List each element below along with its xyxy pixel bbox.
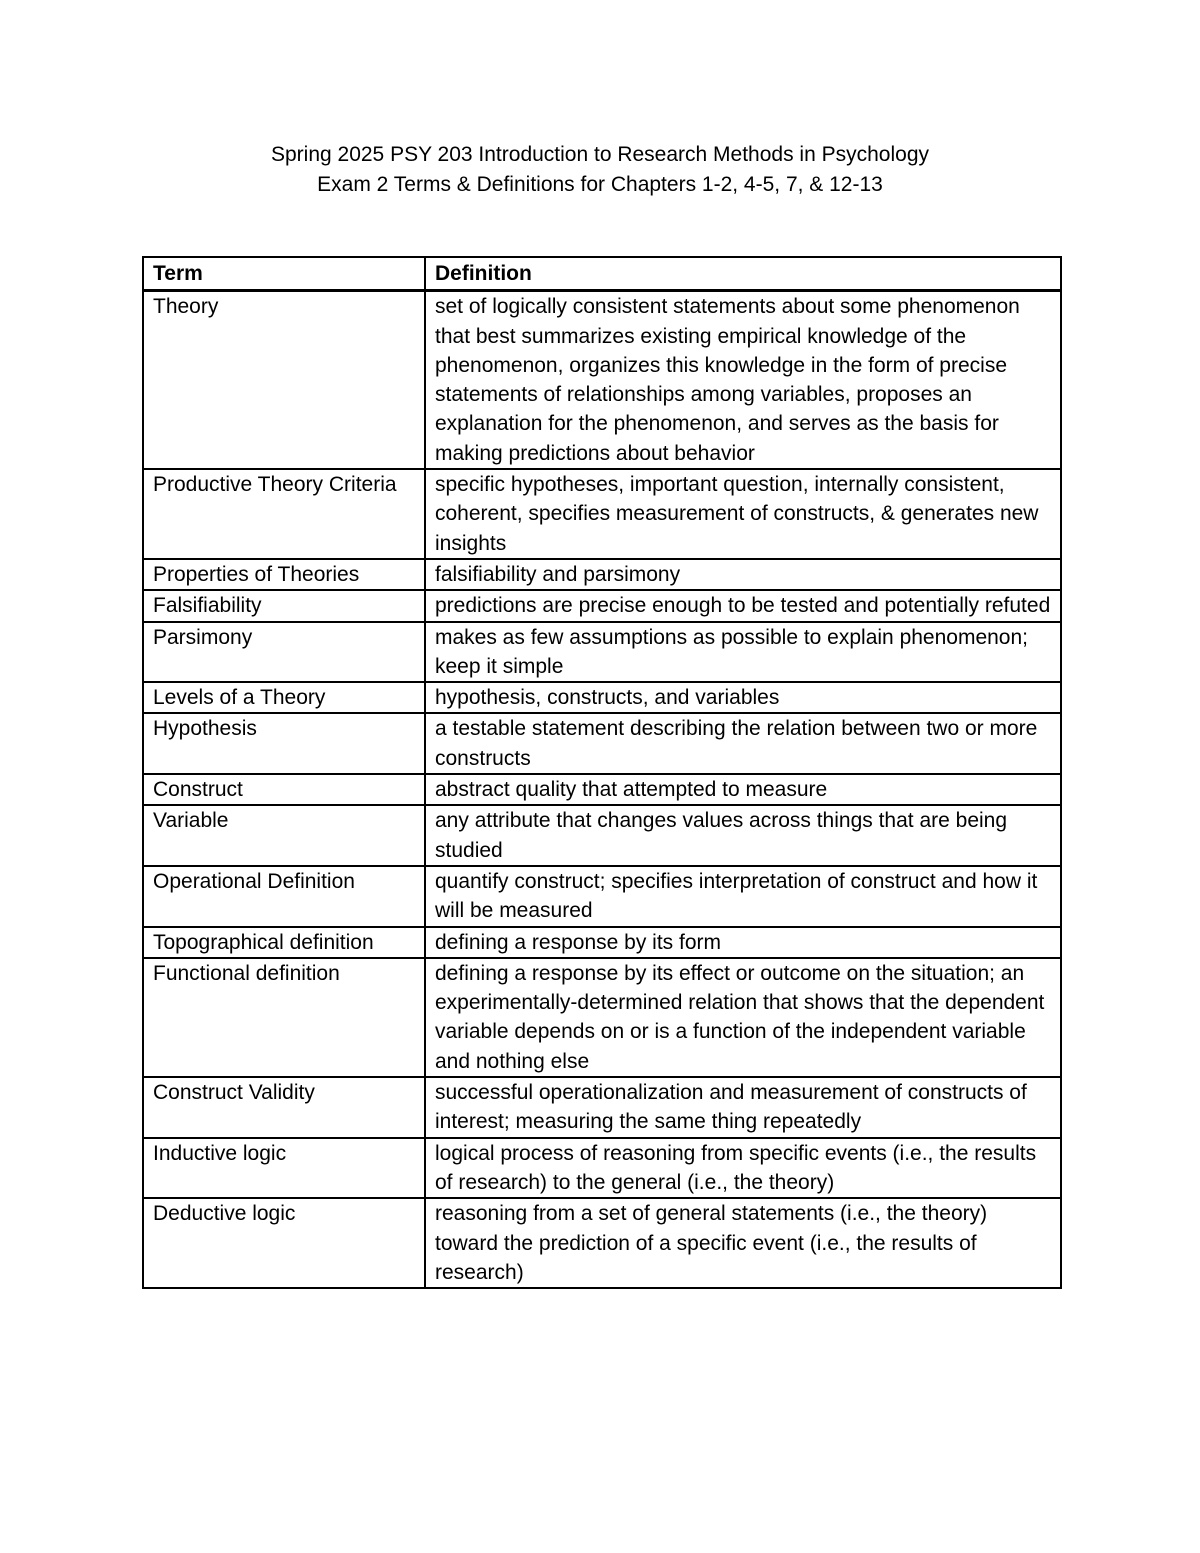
definition-cell: successful operationalization and measurement of constructs of interest; measuring the same thing repeatedly <box>425 1077 1061 1138</box>
definition-cell: specific hypotheses, important question, internally consistent, coherent, specifies measurement of constructs, & generates new insights <box>425 469 1061 559</box>
term-cell: Hypothesis <box>143 713 425 774</box>
terms-table <box>142 256 1062 1289</box>
term-cell: Variable <box>143 805 425 866</box>
term-cell: Falsifiability <box>143 590 425 621</box>
definition-cell: hypothesis, constructs, and variables <box>425 682 1061 713</box>
term-cell: Theory <box>143 291 425 469</box>
term-cell: Operational Definition <box>143 866 425 927</box>
definition-cell: set of logically consistent statements about some phenomenon that best summarizes existing empirical knowledge of the phenomenon, organizes this knowledge in the form of precise statements of relationships among variables, proposes an explanation for the phenomenon, and serves as the basis for making predictions about behavior <box>425 291 1061 469</box>
course-title: Spring 2025 PSY 203 Introduction to Research Methods in Psychology <box>270 143 929 166</box>
term-cell: Inductive logic <box>143 1138 425 1199</box>
term-cell: Parsimony <box>143 622 425 683</box>
table-row <box>143 622 1061 683</box>
table-row <box>143 1198 1061 1288</box>
term-cell: Levels of a Theory <box>143 682 425 713</box>
definition-cell: a testable statement describing the relation between two or more constructs <box>425 713 1061 774</box>
term-cell: Construct Validity <box>143 1077 425 1138</box>
term-cell: Topographical definition <box>143 927 425 958</box>
definition-cell: any attribute that changes values across things that are being studied <box>425 805 1061 866</box>
table-row <box>143 713 1061 774</box>
table-row <box>143 958 1061 1077</box>
table-row <box>143 559 1061 590</box>
term-cell: Deductive logic <box>143 1198 425 1288</box>
definition-column-header: Definition <box>425 257 1061 291</box>
table-row <box>143 469 1061 559</box>
table-row <box>143 291 1061 469</box>
term-cell: Construct <box>143 774 425 805</box>
exam-subtitle: Exam 2 Terms & Definitions for Chapters 1-2, 4-5, 7, & 12-13 <box>317 173 883 196</box>
definition-cell: predictions are precise enough to be tested and potentially refuted <box>425 590 1061 621</box>
definition-cell: defining a response by its form <box>425 927 1061 958</box>
table-row <box>143 1077 1061 1138</box>
term-cell: Functional definition <box>143 958 425 1077</box>
table-row <box>143 590 1061 621</box>
table-row <box>143 682 1061 713</box>
definition-cell: abstract quality that attempted to measure <box>425 774 1061 805</box>
table-header-row <box>143 257 1061 291</box>
definition-cell: quantify construct; specifies interpretation of construct and how it will be measured <box>425 866 1061 927</box>
table-row <box>143 805 1061 866</box>
term-cell: Productive Theory Criteria <box>143 469 425 559</box>
document-header <box>0 140 1200 200</box>
definition-cell: falsifiability and parsimony <box>425 559 1061 590</box>
term-column-header: Term <box>143 257 425 291</box>
table-row <box>143 866 1061 927</box>
table-row <box>143 927 1061 958</box>
term-cell: Properties of Theories <box>143 559 425 590</box>
table-row <box>143 1138 1061 1199</box>
table-row <box>143 774 1061 805</box>
definition-cell: reasoning from a set of general statements (i.e., the theory) toward the prediction of a specific event (i.e., the results of research) <box>425 1198 1061 1288</box>
definition-cell: defining a response by its effect or outcome on the situation; an experimentally-determined relation that shows that the dependent variable depends on or is a function of the independent variable and nothing else <box>425 958 1061 1077</box>
definition-cell: makes as few assumptions as possible to explain phenomenon; keep it simple <box>425 622 1061 683</box>
definition-cell: logical process of reasoning from specific events (i.e., the results of research) to the general (i.e., the theory) <box>425 1138 1061 1199</box>
